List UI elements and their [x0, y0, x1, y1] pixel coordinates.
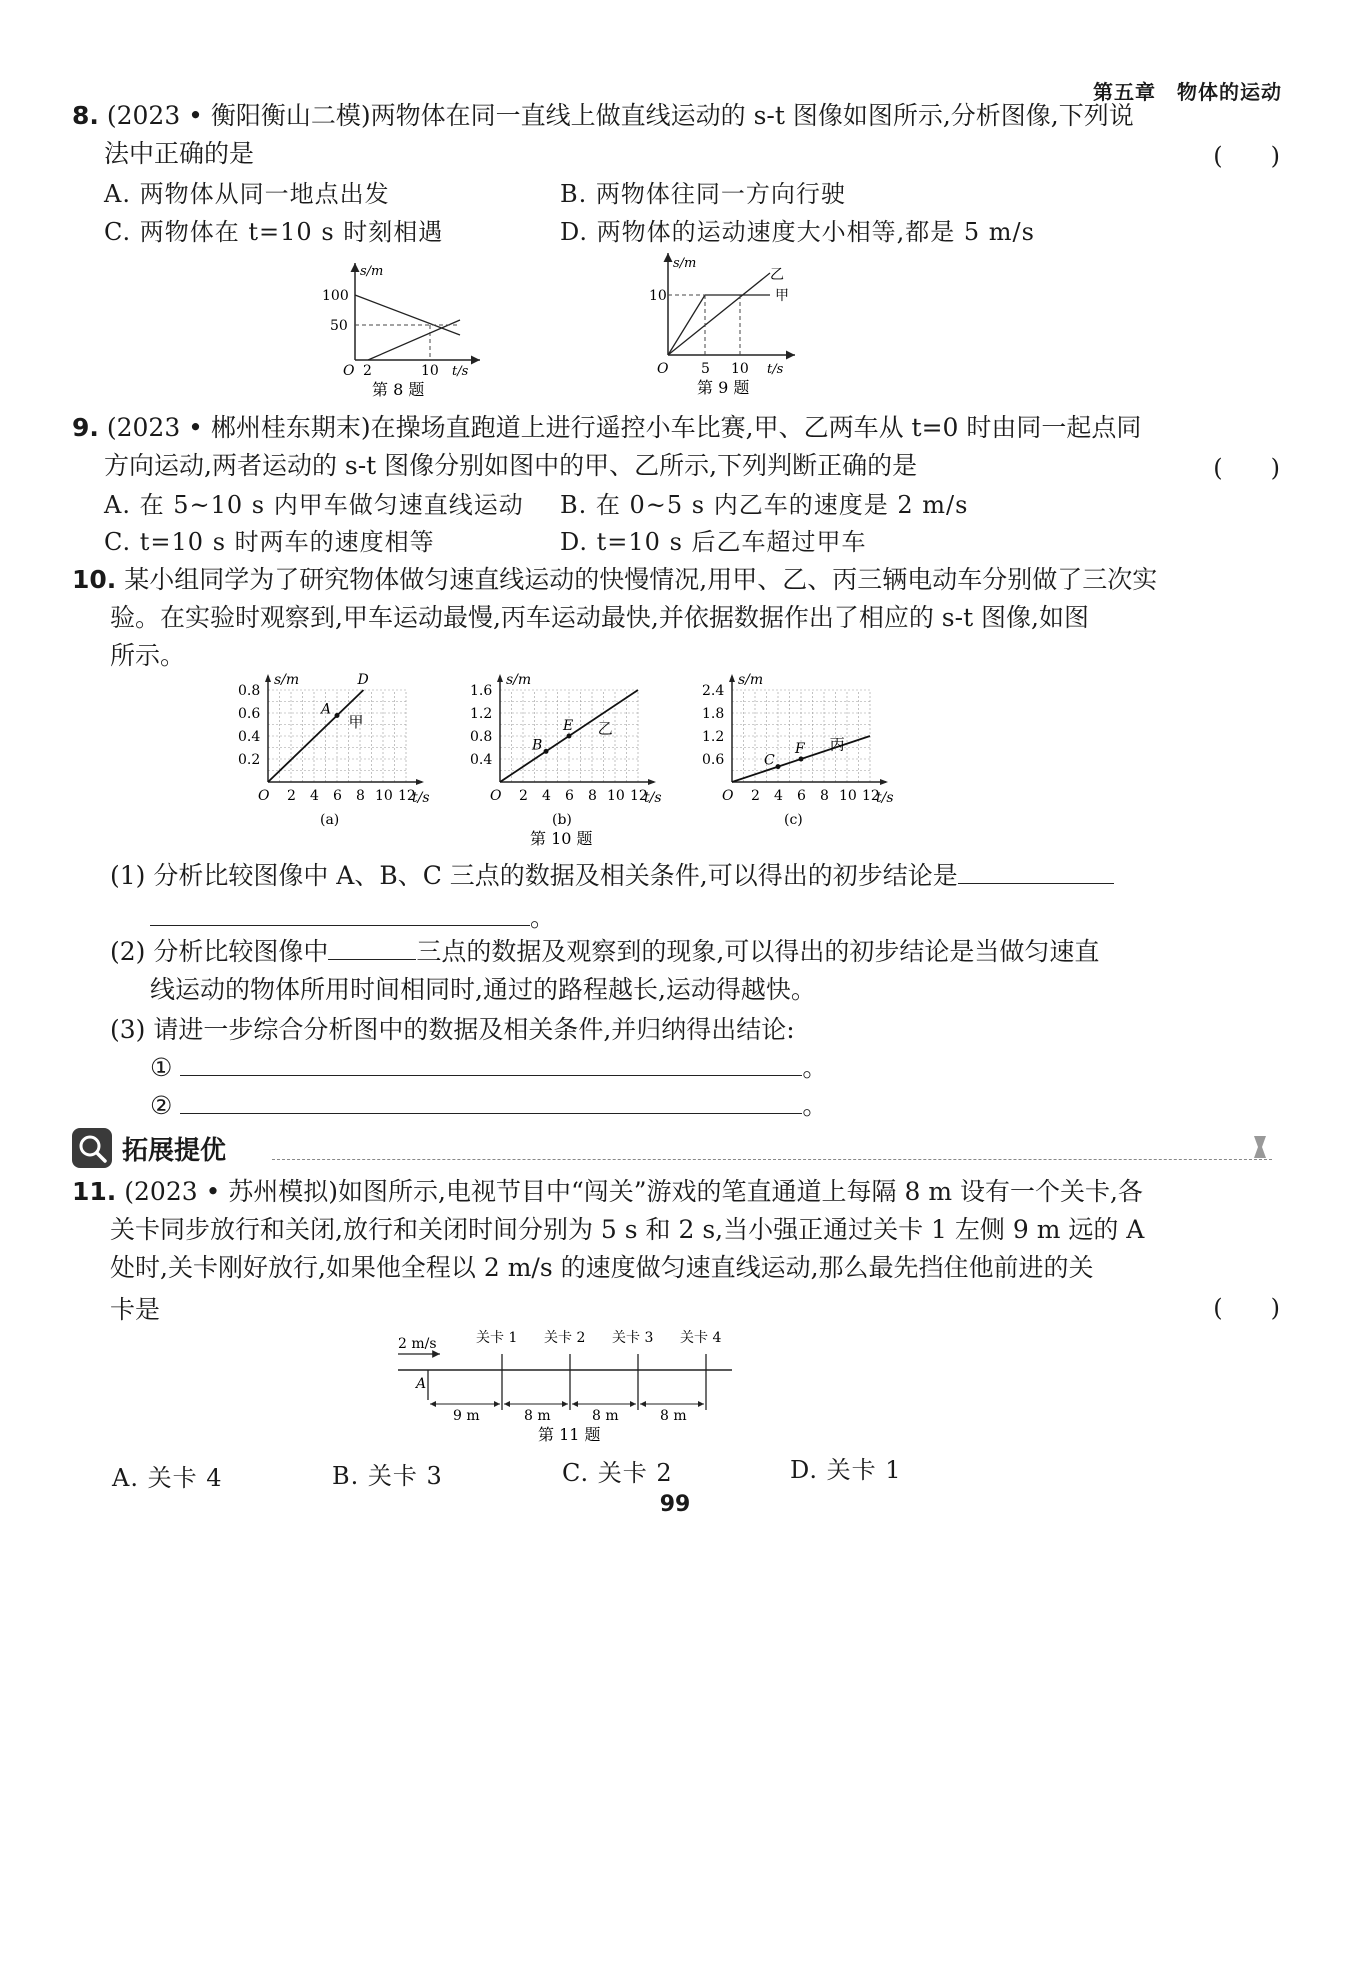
point-marker — [567, 734, 572, 739]
fig9-xlabel: t/s — [767, 362, 784, 377]
y-tick-label: 2.4 — [702, 683, 725, 699]
x-tick-label: 8 — [588, 788, 597, 804]
q11-number: 11. — [72, 1177, 117, 1206]
q9-option-c[interactable]: C. t=10 s 时两车的速度相等 — [104, 528, 435, 556]
q10-c1-mark: ① — [150, 1053, 173, 1082]
origin-label: O — [722, 788, 734, 804]
fig8-xlabel: t/s — [452, 364, 469, 379]
figure-9 — [635, 245, 805, 400]
q11-line2: 关卡同步放行和关闭,放行和关闭时间分别为 5 s 和 2 s,当小强正通过关卡 1 左侧 9 m 远的 A — [110, 1215, 1145, 1244]
q9-option-b[interactable]: B. 在 0~5 s 内乙车的速度是 2 m/s — [560, 491, 969, 519]
figure-8 — [310, 255, 490, 400]
x-tick-label: 10 — [839, 788, 857, 804]
fig8-line-1 — [355, 295, 460, 335]
q9-line1 — [72, 408, 1141, 444]
q11-line1 — [72, 1172, 1143, 1208]
fig9-origin: O — [657, 361, 669, 377]
y-tick-label: 0.6 — [702, 752, 725, 768]
q10-sub2-b: 三点的数据及观察到的现象,可以得出的初步结论是当做匀速直 — [416, 937, 1100, 966]
fig9-line-jia-rise — [668, 295, 705, 355]
q11-option-a[interactable]: A. 关卡 4 — [112, 1464, 223, 1492]
fig8-xtick-2: 2 — [363, 363, 372, 379]
q10-text1: 某小组同学为了研究物体做匀速直线运动的快慢情况,用甲、乙、丙三辆电动车分别做了三次实 — [124, 565, 1158, 594]
q10-c2-mark: ② — [150, 1091, 173, 1120]
fig8-ylabel: s/m — [360, 264, 384, 279]
q10-c2-blank[interactable] — [180, 1113, 802, 1114]
arrow-head — [562, 1401, 568, 1407]
q8-text1: (2023 • 衡阳衡山二模)两物体在同一直线上做直线运动的 s-t 图像如图所示,分析图像,下列说 — [106, 101, 1134, 130]
point-label: C — [764, 752, 775, 769]
q10-number: 10. — [72, 565, 117, 594]
q8-option-b[interactable]: B. 两物体往同一方向行驶 — [560, 180, 846, 208]
q10-c1-end: 。 — [802, 1053, 828, 1082]
x-axis-label: t/s — [876, 790, 894, 806]
q11-option-d[interactable]: D. 关卡 1 — [790, 1456, 902, 1484]
y-axis-arrow — [265, 674, 271, 682]
q10-sub1-text: (1) 分析比较图像中 A、B、C 三点的数据及相关条件,可以得出的初步结论是 — [110, 861, 958, 890]
x-tick-label: 4 — [542, 788, 551, 804]
x-tick-label: 8 — [820, 788, 829, 804]
x-axis-arrow — [880, 779, 888, 785]
origin-label: O — [490, 788, 502, 804]
point-marker — [776, 764, 781, 769]
subfigure-label: (b) — [552, 812, 572, 828]
q10-line1 — [72, 560, 1157, 596]
x-axis-label: t/s — [412, 790, 430, 806]
section-divider — [272, 1159, 1272, 1160]
y-axis-label: s/m — [274, 672, 300, 688]
fig9-xtick-10: 10 — [731, 361, 749, 377]
y-tick-label: 1.8 — [702, 706, 725, 722]
y-tick-label: 1.6 — [470, 683, 493, 699]
q10-line2: 验。在实验时观察到,甲车运动最慢,丙车运动最快,并依据数据作出了相应的 s-t 图像,如图 — [110, 603, 1090, 632]
x-axis-arrow — [648, 779, 656, 785]
distance-label: 8 m — [660, 1408, 687, 1424]
q9-number: 9. — [72, 413, 99, 442]
fig8-ytick-50: 50 — [330, 318, 348, 334]
x-tick-label: 8 — [356, 788, 365, 804]
point-marker — [544, 749, 549, 754]
q8-answer-paren[interactable]: ( ) — [1213, 142, 1280, 170]
fig9-label-jia: 甲 — [775, 288, 789, 304]
x-tick-label: 2 — [287, 788, 296, 804]
fig11-speed: 2 m/s — [398, 1336, 437, 1352]
q10-line3: 所示。 — [110, 641, 186, 670]
fig8-ytick-100: 100 — [322, 288, 349, 304]
fig8-xtick-10: 10 — [421, 363, 439, 379]
arrow-head — [698, 1401, 704, 1407]
q8-option-a[interactable]: A. 两物体从同一地点出发 — [104, 180, 390, 208]
q8-option-d[interactable]: D. 两物体的运动速度大小相等,都是 5 m/s — [560, 218, 1035, 246]
q11-option-c[interactable]: C. 关卡 2 — [562, 1459, 673, 1487]
gate-label: 关卡 4 — [680, 1330, 722, 1346]
q11-option-b[interactable]: B. 关卡 3 — [332, 1462, 443, 1490]
gate-label: 关卡 3 — [612, 1330, 654, 1346]
fig11-gates — [430, 1329, 721, 1424]
q11-answer-paren[interactable]: ( ) — [1213, 1294, 1280, 1322]
x-axis-label: t/s — [644, 790, 662, 806]
fig11-caption: 第 11 题 — [538, 1425, 601, 1444]
q9-option-a[interactable]: A. 在 5~10 s 内甲车做匀速直线运动 — [104, 491, 524, 519]
q8-line1 — [72, 96, 1134, 132]
q10-c2-end: 。 — [802, 1091, 828, 1120]
x-tick-label: 2 — [519, 788, 528, 804]
y-tick-label: 0.4 — [470, 752, 493, 768]
y-tick-label: 0.4 — [238, 729, 261, 745]
q10-sub1-end: 。 — [530, 903, 556, 932]
arrow-head — [630, 1401, 636, 1407]
q9-answer-paren[interactable]: ( ) — [1213, 454, 1280, 482]
q9-option-d[interactable]: D. t=10 s 后乙车超过甲车 — [560, 528, 867, 556]
fig8-line-2 — [368, 320, 460, 360]
section-title: 拓展提优 — [122, 1136, 227, 1166]
fig9-line-yi — [668, 273, 770, 355]
q10-conclusion-2 — [150, 1086, 827, 1122]
x-tick-label: 2 — [751, 788, 760, 804]
chapter-header: 第五章 物体的运动 — [1093, 80, 1282, 104]
page-number: 99 — [659, 1492, 691, 1517]
y-axis-label: s/m — [506, 672, 532, 688]
scroll-ornament-icon — [1248, 1132, 1272, 1162]
arrow-head — [572, 1401, 578, 1407]
q10-sub1-blank-a[interactable] — [958, 883, 1114, 884]
q10-sub2-blank[interactable] — [328, 959, 416, 960]
q9-line2: 方向运动,两者运动的 s-t 图像分别如图中的甲、乙所示,下列判断正确的是 — [104, 451, 918, 480]
distance-label: 8 m — [524, 1408, 551, 1424]
x-tick-label: 6 — [333, 788, 342, 804]
q8-option-c[interactable]: C. 两物体在 t=10 s 时刻相遇 — [104, 218, 444, 246]
origin-label: O — [258, 788, 270, 804]
q8-number: 8. — [72, 101, 99, 130]
q10-sub2-c: 线运动的物体所用时间相同时,通过的路程越长,运动得越快。 — [150, 975, 816, 1004]
x-tick-label: 4 — [310, 788, 319, 804]
q8-line2: 法中正确的是 — [104, 139, 255, 168]
q10-conclusion-1 — [150, 1048, 827, 1084]
q10-sub1-blank-b[interactable] — [150, 925, 530, 926]
arrow-head — [640, 1401, 646, 1407]
point-label: A — [321, 701, 332, 718]
point-marker — [335, 713, 340, 718]
q10-sub1 — [110, 856, 1114, 892]
arrow-head — [494, 1401, 500, 1407]
figure-caption: 第 10 题 — [530, 829, 593, 848]
subfigure-label: (a) — [320, 812, 340, 828]
q10-sub1-cont — [150, 898, 555, 934]
q11-line4: 卡是 — [110, 1295, 161, 1324]
point-label: D — [357, 672, 369, 688]
point-label: F — [795, 741, 805, 757]
series-label: 甲 — [348, 712, 364, 731]
y-tick-label: 0.6 — [238, 706, 261, 722]
q9-text1: (2023 • 郴州桂东期末)在操场直跑道上进行遥控小车比赛,甲、乙两车从 t=0 时由同一起点同 — [106, 413, 1142, 442]
y-tick-label: 0.8 — [238, 683, 261, 699]
x-tick-label: 12 — [398, 788, 416, 804]
x-tick-label: 12 — [630, 788, 648, 804]
gate-label: 关卡 1 — [476, 1330, 518, 1346]
q10-sub2-a: (2) 分析比较图像中 — [110, 937, 329, 966]
y-tick-label: 1.2 — [470, 706, 493, 722]
q10-c1-blank[interactable] — [180, 1075, 802, 1076]
x-tick-label: 4 — [774, 788, 783, 804]
y-tick-label: 1.2 — [702, 729, 725, 745]
q11-text1: (2023 • 苏州模拟)如图所示,电视节目中“闯关”游戏的笔直通道上每隔 8 m 设有一个关卡,各 — [124, 1177, 1143, 1206]
figure-10 — [230, 670, 910, 850]
fig9-caption: 第 9 题 — [697, 378, 750, 397]
y-tick-label: 0.2 — [238, 752, 261, 768]
series-label: 丙 — [829, 735, 845, 754]
q11-line3: 处时,关卡刚好放行,如果他全程以 2 m/s 的速度做匀速直线运动,那么最先挡住他前进的关 — [110, 1253, 1094, 1282]
fig9-ylabel: s/m — [673, 256, 697, 271]
fig11-point-a: A — [416, 1376, 427, 1392]
x-tick-label: 6 — [797, 788, 806, 804]
subfigure-label: (c) — [784, 812, 803, 828]
figure-11 — [390, 1320, 750, 1450]
fig8-origin: O — [343, 363, 355, 379]
point-label: E — [563, 718, 574, 734]
fig9-ytick-10: 10 — [649, 288, 667, 304]
x-tick-label: 10 — [375, 788, 393, 804]
x-tick-label: 10 — [607, 788, 625, 804]
series-label: 乙 — [597, 719, 613, 738]
y-axis-label: s/m — [738, 672, 764, 688]
point-marker — [799, 757, 804, 762]
y-axis-arrow — [497, 674, 503, 682]
arrow-head — [430, 1401, 436, 1407]
fig9-label-yi: 乙 — [770, 267, 784, 283]
x-axis-arrow — [416, 779, 424, 785]
distance-label: 8 m — [592, 1408, 619, 1424]
q10-sub2 — [110, 932, 1099, 968]
magnifier-icon — [72, 1128, 112, 1168]
x-tick-label: 12 — [862, 788, 880, 804]
y-tick-label: 0.8 — [470, 729, 493, 745]
q10-sub3: (3) 请进一步综合分析图中的数据及相关条件,并归纳得出结论: — [110, 1015, 795, 1044]
gate-label: 关卡 2 — [544, 1330, 586, 1346]
arrow-head — [504, 1401, 510, 1407]
section-header — [72, 1126, 1272, 1172]
point-label: B — [532, 737, 543, 754]
fig8-caption: 第 8 题 — [372, 380, 425, 399]
distance-label: 9 m — [453, 1408, 480, 1424]
y-axis-arrow — [729, 674, 735, 682]
fig9-xtick-5: 5 — [701, 361, 710, 377]
x-tick-label: 6 — [565, 788, 574, 804]
